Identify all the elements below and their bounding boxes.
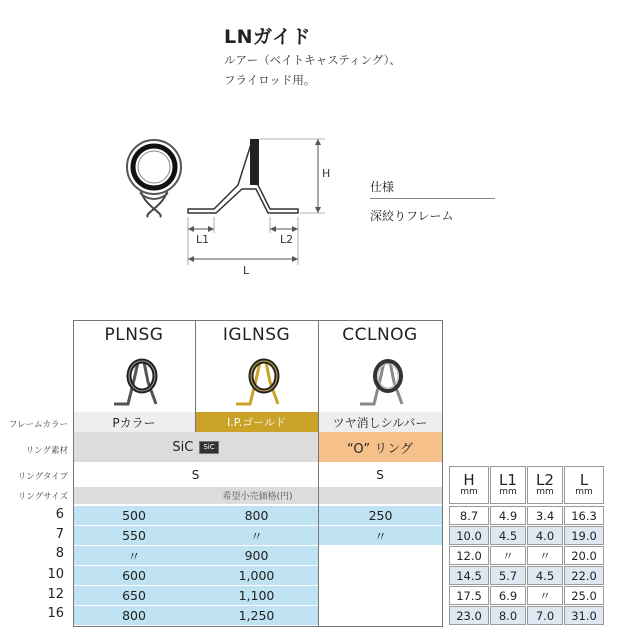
price-cell: 600 (73, 566, 195, 585)
guide-dimension-diagram (110, 125, 340, 285)
price-cell: 1,250 (195, 606, 318, 625)
dim-l-label: L (243, 264, 250, 277)
size-label: 10 (47, 567, 64, 582)
dim-cell: 3.4 (527, 506, 563, 525)
dim-cell: 14.5 (449, 566, 489, 585)
plnsg-guide-image (110, 352, 160, 408)
ring-type-sic: S (73, 465, 318, 485)
description-line-1: ルアー（ベイトキャスティング）、 (224, 53, 401, 67)
spec-heading: 仕様 (370, 180, 395, 194)
dim-cell: 8.7 (449, 506, 489, 525)
price-cell (318, 586, 442, 605)
price-cell: 〃 (73, 546, 195, 565)
price-cell: 1,000 (195, 566, 318, 585)
dim-cell: 23.0 (449, 606, 489, 625)
guide-side-view (188, 139, 298, 213)
guide-front-view (127, 140, 181, 217)
table-border (195, 320, 196, 432)
price-header: 希望小売価格(円) (73, 487, 442, 504)
dim-cell: 5.7 (490, 566, 526, 585)
dim-header-unit: mm (536, 487, 554, 498)
dim-h-label: H (322, 167, 331, 180)
price-cell: 〃 (195, 526, 318, 545)
dim-cell: 31.0 (564, 606, 604, 625)
frame-color-matte-silver: ツヤ消しシルバー (318, 412, 442, 432)
dim-cell: 〃 (490, 546, 526, 565)
size-label: 16 (47, 606, 64, 621)
dim-cell: 12.0 (449, 546, 489, 565)
dim-cell: 4.9 (490, 506, 526, 525)
table-border (73, 320, 443, 321)
price-cell: 500 (73, 506, 195, 525)
dim-cell: 17.5 (449, 586, 489, 605)
ring-material-sic (73, 432, 318, 462)
col-header-iglnsg: IGLNSG (222, 325, 291, 345)
price-cell: 〃 (318, 526, 442, 545)
size-label: 6 (55, 507, 64, 522)
table-border (73, 626, 443, 627)
dim-cell: 25.0 (564, 586, 604, 605)
dim-header-name: L2 (536, 470, 554, 489)
dim-cell: 7.0 (527, 606, 563, 625)
dim-header-unit: mm (460, 487, 478, 498)
ring-type-o: S (318, 465, 442, 485)
cclnog-guide-image (356, 352, 406, 408)
dim-cell: 16.3 (564, 506, 604, 525)
dim-l2-label: L2 (280, 233, 294, 246)
dim-cell: 22.0 (564, 566, 604, 585)
price-cell (318, 566, 442, 585)
sic-badge: SiC (199, 441, 218, 454)
row-label-ring-type: リングタイプ (17, 472, 68, 482)
row-label-frame-color: フレームカラー (8, 420, 68, 430)
dim-cell: 4.5 (527, 566, 563, 585)
ring-material-o-ring: “O” リング (318, 432, 442, 462)
dim-header-name: L1 (499, 470, 517, 489)
col-header-plnsg: PLNSG (104, 325, 164, 345)
description-line-2: フライロッド用。 (224, 73, 316, 87)
iglnsg-guide-image (232, 352, 282, 408)
size-label: 7 (55, 527, 64, 542)
price-cell: 900 (195, 546, 318, 565)
dim-header (449, 466, 489, 504)
row-label-ring-size: リングサイズ (17, 492, 68, 502)
dim-header-name: L (579, 470, 589, 489)
table-border (318, 320, 319, 626)
dim-l1-label: L1 (196, 233, 210, 246)
price-cell: 550 (73, 526, 195, 545)
dim-cell: 8.0 (490, 606, 526, 625)
dim-header (527, 466, 563, 504)
page-title: LNガイド (224, 26, 311, 48)
price-cell (318, 546, 442, 565)
price-cell: 800 (195, 506, 318, 525)
spec-divider (370, 198, 495, 199)
price-cell: 1,100 (195, 586, 318, 605)
dim-header-unit: mm (575, 487, 593, 498)
dim-header (564, 466, 604, 504)
frame-color-ip-gold: I.P.ゴールド (195, 412, 318, 432)
table-border (442, 320, 443, 626)
dim-cell: 〃 (527, 586, 563, 605)
dim-cell: 6.9 (490, 586, 526, 605)
price-cell: 250 (318, 506, 442, 525)
row-label-ring-material: リング素材 (25, 446, 68, 456)
size-label: 8 (55, 546, 64, 561)
dim-cell: 10.0 (449, 526, 489, 545)
table-border (73, 320, 74, 626)
ring-material-sic-text: SiC (172, 439, 194, 455)
dim-cell: 4.0 (527, 526, 563, 545)
price-cell: 800 (73, 606, 195, 625)
spec-value: 深絞りフレーム (370, 209, 454, 223)
price-cell: 650 (73, 586, 195, 605)
dim-cell: 〃 (527, 546, 563, 565)
dim-cell: 20.0 (564, 546, 604, 565)
price-cell (318, 606, 442, 625)
dim-cell: 4.5 (490, 526, 526, 545)
col-header-cclnog: CCLNOG (342, 325, 418, 345)
dim-header-name: H (463, 470, 475, 489)
frame-color-p: Pカラー (73, 412, 195, 432)
dim-header (490, 466, 526, 504)
dim-header-unit: mm (499, 487, 517, 498)
size-label: 12 (47, 587, 64, 602)
dim-cell: 19.0 (564, 526, 604, 545)
